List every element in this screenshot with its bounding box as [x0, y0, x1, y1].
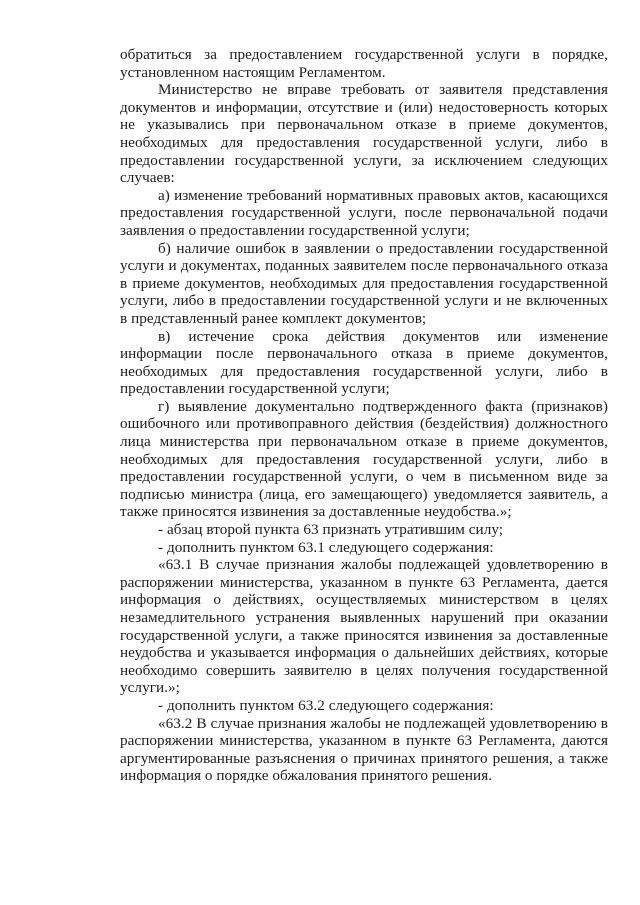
list-item-g: г) выявление документально подтвержденного факта (признаков) ошибочного или противоправного действия (бездействия) должностного лица министерства при первоначальном отказе в приеме документов, необходимых для предоставления государственной услуги, либо в предоставлении государственной услуги, о чем в письменном виде за подписью министра (лица, его замещающего) уведомляется заявитель, а также приносятся извинения за доставленные неудобства.»;	[120, 397, 608, 521]
amendment-item-repeal: - абзац второй пункта 63 признать утратившим силу;	[158, 521, 504, 539]
quoted-clause-63-1: «63.1 В случае признания жалобы подлежащей удовлетворению в распоряжении министерства, указанном в пункте 63 Регламента, дается информация о действиях, осуществляемых министерством в целях незамедлительного устранения выявленных нарушений при оказании государственной услуги, а также приносятся извинения за доставленные неудобства и указывается информация о дальнейших действиях, которые необходимо совершить заявителю в целях получения государственной услуги.»;	[120, 556, 608, 697]
list-item-a: а) изменение требований нормативных правовых актов, касающихся предоставления государственной услуги, после первоначальной подачи заявления о предоставлении государственной услуги;	[120, 186, 608, 239]
amendment-item-add-63-2: - дополнить пунктом 63.2 следующего содержания:	[158, 696, 494, 714]
quoted-clause-63-2: «63.2 В случае признания жалобы не подлежащей удовлетворению в распоряжении министерства, указанном в пункте 63 Регламента, даются аргументированные разъяснения о причинах принятого решения, а также информация о порядке обжалования принятого решения.	[120, 714, 608, 785]
document-body	[120, 46, 608, 785]
paragraph-ministry-may-not-require: Министерство не вправе требовать от заявителя представления документов и информации, отсутствие и (или) недостоверность которых не указывались при первоначальном отказе в приеме документов, необходимых для предоставления государственной услуги, либо в предоставлении государственной услуги, за исключением следующих случаев:	[120, 81, 608, 187]
list-item-v: в) истечение срока действия документов или изменение информации после первоначального отказа в приеме документов, необходимых для предоставления государственной услуги, либо в предоставлении государственной услуги;	[120, 327, 608, 398]
list-item-b: б) наличие ошибок в заявлении о предоставлении государственной услуги и документах, поданных заявителем после первоначального отказа в приеме документов, необходимых для предоставления государственной услуги, либо в предоставлении государственной услуги и не включенных в представленный ранее комплект документов;	[120, 239, 608, 327]
continuation-paragraph: обратиться за предоставлением государственной услуги в порядке, установленном настоящим Регламентом.	[120, 46, 608, 81]
amendment-item-add-63-1: - дополнить пунктом 63.1 следующего содержания:	[158, 538, 494, 556]
